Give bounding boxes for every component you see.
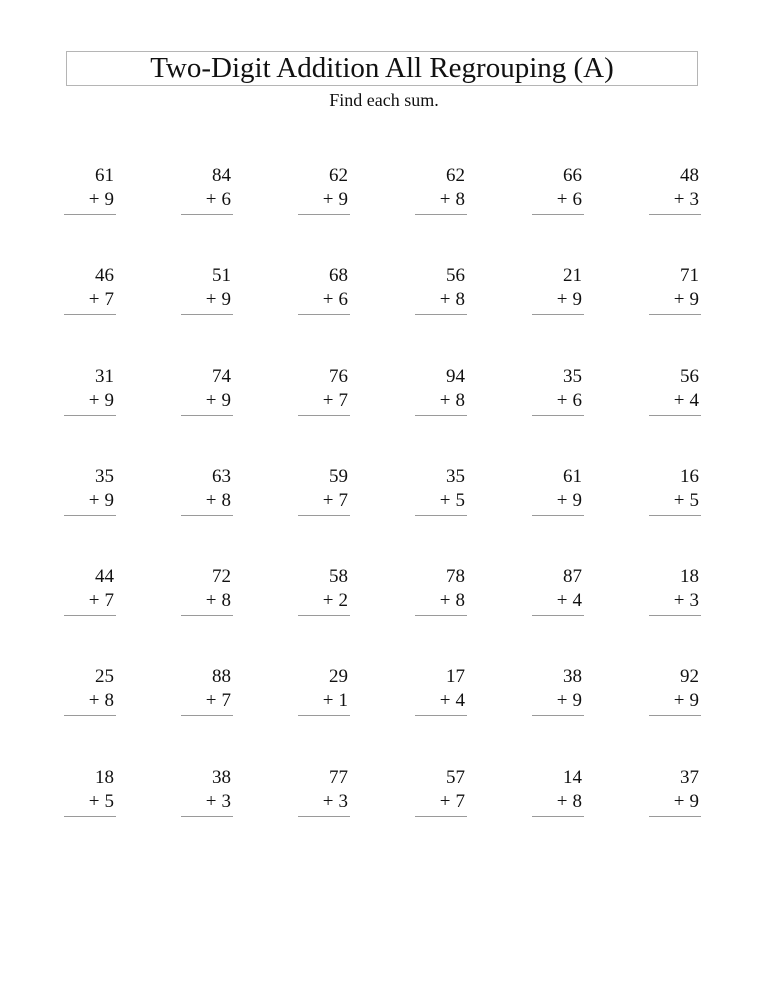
addition-problem [181,665,233,765]
plus-sign: + [439,790,451,812]
addition-problem [64,565,116,665]
plus-sign: + [556,690,568,712]
addition-problem [532,164,584,264]
second-addend: 7 [104,289,114,311]
addition-problem [649,665,701,765]
second-addend: 3 [221,790,231,812]
answer-line [181,615,233,616]
second-addend-row [532,288,584,312]
plus-sign: + [673,389,685,411]
second-addend-row [181,489,233,513]
first-addend: 14 [563,766,582,788]
second-addend: 7 [455,790,465,812]
answer-line [181,415,233,416]
second-addend-row [181,589,233,613]
answer-line [64,615,116,616]
answer-line [298,314,350,315]
second-addend-row [532,790,584,814]
second-addend-row [64,389,116,413]
plus-sign: + [556,590,568,612]
second-addend: 6 [338,289,348,311]
second-addend: 6 [572,389,582,411]
addition-problem [532,665,584,765]
answer-line [532,715,584,716]
second-addend: 9 [104,189,114,210]
addition-problem [532,565,584,665]
plus-sign: + [205,590,217,612]
second-addend-row [298,589,350,613]
first-addend: 66 [563,165,582,186]
second-addend: 9 [104,489,114,511]
first-addend: 46 [95,265,114,287]
answer-line [181,314,233,315]
second-addend-row [415,489,467,513]
answer-line [415,715,467,716]
first-addend: 18 [95,766,114,788]
second-addend: 8 [221,590,231,612]
addition-problem [64,264,116,364]
answer-line [64,816,116,817]
answer-line [415,314,467,315]
second-addend-row [649,389,701,413]
second-addend: 8 [455,189,465,210]
second-addend-row [532,589,584,613]
addition-problem [181,565,233,665]
plus-sign: + [88,289,100,311]
first-addend: 78 [446,566,465,588]
addition-problem [415,766,467,866]
plus-sign: + [205,189,217,210]
plus-sign: + [556,389,568,411]
addition-problem [649,565,701,665]
second-addend: 5 [455,489,465,511]
addition-problem [181,766,233,866]
addition-problem [649,766,701,866]
plus-sign: + [439,289,451,311]
second-addend-row [532,689,584,713]
addition-problem [181,264,233,364]
answer-line [298,515,350,516]
first-addend: 31 [95,365,114,387]
addition-problem [415,465,467,565]
second-addend: 7 [104,590,114,612]
first-addend: 62 [329,165,348,186]
plus-sign: + [88,189,100,210]
addition-problem [298,365,350,465]
second-addend-row [649,188,701,212]
plus-sign: + [205,489,217,511]
addition-problem [415,264,467,364]
second-addend-row [532,188,584,212]
second-addend: 8 [221,489,231,511]
second-addend: 9 [689,790,699,812]
second-addend: 9 [572,489,582,511]
addition-problem [649,465,701,565]
plus-sign: + [556,790,568,812]
second-addend-row [532,389,584,413]
answer-line [298,816,350,817]
plus-sign: + [673,690,685,712]
first-addend: 21 [563,265,582,287]
second-addend-row [415,288,467,312]
addition-problem [415,665,467,765]
answer-line [532,314,584,315]
answer-line [532,415,584,416]
second-addend: 8 [455,389,465,411]
second-addend-row [64,689,116,713]
answer-line [649,415,701,416]
first-addend: 87 [563,566,582,588]
second-addend-row [181,188,233,212]
addition-problem [64,665,116,765]
second-addend: 9 [104,389,114,411]
answer-line [64,415,116,416]
second-addend: 9 [221,289,231,311]
first-addend: 72 [212,566,231,588]
plus-sign: + [673,790,685,812]
plus-sign: + [439,389,451,411]
addition-problem [415,164,467,264]
plus-sign: + [439,489,451,511]
answer-line [298,214,350,215]
answer-line [532,615,584,616]
first-addend: 18 [680,566,699,588]
plus-sign: + [322,590,334,612]
answer-line [532,515,584,516]
first-addend: 25 [95,666,114,688]
plus-sign: + [322,489,334,511]
second-addend: 4 [572,590,582,612]
plus-sign: + [673,189,685,210]
plus-sign: + [556,489,568,511]
answer-line [649,515,701,516]
plus-sign: + [322,389,334,411]
worksheet-instructions: Find each sum. [329,90,439,110]
first-addend: 94 [446,365,465,387]
second-addend-row [181,389,233,413]
answer-line [415,415,467,416]
second-addend: 5 [689,489,699,511]
second-addend-row [298,288,350,312]
first-addend: 77 [329,766,348,788]
second-addend-row [181,689,233,713]
second-addend: 9 [689,289,699,311]
first-addend: 61 [563,465,582,487]
second-addend-row [298,188,350,212]
second-addend: 8 [455,590,465,612]
first-addend: 61 [95,165,114,186]
second-addend-row [532,489,584,513]
first-addend: 63 [212,465,231,487]
plus-sign: + [439,189,451,210]
answer-line [298,615,350,616]
second-addend: 7 [338,389,348,411]
plus-sign: + [88,489,100,511]
second-addend: 6 [221,189,231,210]
first-addend: 56 [680,365,699,387]
answer-line [532,214,584,215]
second-addend: 3 [689,590,699,612]
addition-problem [298,264,350,364]
answer-line [649,214,701,215]
first-addend: 58 [329,566,348,588]
addition-problem [181,465,233,565]
second-addend-row [649,790,701,814]
second-addend: 7 [338,489,348,511]
answer-line [64,314,116,315]
second-addend: 5 [104,790,114,812]
second-addend-row [415,389,467,413]
second-addend: 8 [572,790,582,812]
second-addend: 2 [338,590,348,612]
second-addend: 1 [338,690,348,712]
first-addend: 59 [329,465,348,487]
second-addend: 9 [572,690,582,712]
first-addend: 68 [329,265,348,287]
second-addend-row [64,188,116,212]
second-addend-row [298,689,350,713]
answer-line [64,515,116,516]
answer-line [64,715,116,716]
first-addend: 38 [563,666,582,688]
addition-problem [649,365,701,465]
answer-line [298,715,350,716]
plus-sign: + [322,289,334,311]
first-addend: 92 [680,666,699,688]
answer-line [649,816,701,817]
addition-problem [298,665,350,765]
second-addend: 4 [689,389,699,411]
second-addend: 8 [104,690,114,712]
addition-problem [64,365,116,465]
plus-sign: + [205,690,217,712]
first-addend: 37 [680,766,699,788]
answer-line [532,816,584,817]
second-addend-row [181,288,233,312]
answer-line [649,715,701,716]
second-addend-row [649,689,701,713]
first-addend: 84 [212,165,231,186]
plus-sign: + [88,690,100,712]
answer-line [415,615,467,616]
addition-problem [64,164,116,264]
answer-line [649,615,701,616]
answer-line [415,816,467,817]
second-addend-row [298,489,350,513]
first-addend: 48 [680,165,699,186]
addition-problem [181,164,233,264]
second-addend: 9 [689,690,699,712]
second-addend-row [415,188,467,212]
addition-problem [181,365,233,465]
plus-sign: + [439,590,451,612]
addition-problem [64,766,116,866]
second-addend: 9 [221,389,231,411]
answer-line [64,214,116,215]
first-addend: 35 [446,465,465,487]
first-addend: 35 [95,465,114,487]
plus-sign: + [88,790,100,812]
second-addend-row [298,790,350,814]
addition-problem [532,365,584,465]
second-addend-row [298,389,350,413]
second-addend-row [415,689,467,713]
first-addend: 56 [446,265,465,287]
first-addend: 62 [446,165,465,186]
first-addend: 38 [212,766,231,788]
answer-line [181,715,233,716]
answer-line [181,515,233,516]
addition-problem [415,565,467,665]
plus-sign: + [205,289,217,311]
plus-sign: + [673,489,685,511]
answer-line [415,214,467,215]
second-addend: 9 [572,289,582,311]
plus-sign: + [205,389,217,411]
second-addend-row [649,489,701,513]
worksheet-title: Two-Digit Addition All Regrouping (A) [150,52,614,84]
plus-sign: + [322,790,334,812]
second-addend: 7 [221,690,231,712]
second-addend-row [64,489,116,513]
plus-sign: + [322,189,334,210]
plus-sign: + [556,289,568,311]
addition-problem [298,465,350,565]
plus-sign: + [205,790,217,812]
second-addend-row [64,589,116,613]
second-addend-row [415,790,467,814]
first-addend: 74 [212,365,231,387]
addition-problem [64,465,116,565]
second-addend-row [649,288,701,312]
second-addend-row [415,589,467,613]
first-addend: 57 [446,766,465,788]
second-addend: 9 [338,189,348,210]
plus-sign: + [88,590,100,612]
answer-line [415,515,467,516]
first-addend: 71 [680,265,699,287]
answer-line [649,314,701,315]
first-addend: 88 [212,666,231,688]
first-addend: 76 [329,365,348,387]
second-addend-row [64,288,116,312]
addition-problem [532,465,584,565]
addition-problem [415,365,467,465]
second-addend: 8 [455,289,465,311]
first-addend: 29 [329,666,348,688]
second-addend: 4 [455,690,465,712]
first-addend: 51 [212,265,231,287]
plus-sign: + [556,189,568,210]
problem-grid [64,164,702,866]
second-addend: 6 [572,189,582,210]
plus-sign: + [673,289,685,311]
plus-sign: + [673,590,685,612]
first-addend: 44 [95,566,114,588]
answer-line [181,214,233,215]
addition-problem [649,164,701,264]
second-addend: 3 [338,790,348,812]
addition-problem [532,766,584,866]
plus-sign: + [88,389,100,411]
addition-problem [649,264,701,364]
first-addend: 35 [563,365,582,387]
answer-line [181,816,233,817]
second-addend-row [181,790,233,814]
answer-line [298,415,350,416]
second-addend-row [649,589,701,613]
first-addend: 17 [446,666,465,688]
second-addend: 3 [689,189,699,210]
addition-problem [298,766,350,866]
second-addend-row [64,790,116,814]
addition-problem [532,264,584,364]
title-box [66,51,698,86]
addition-problem [298,565,350,665]
plus-sign: + [322,690,334,712]
plus-sign: + [439,690,451,712]
addition-problem [298,164,350,264]
first-addend: 16 [680,465,699,487]
